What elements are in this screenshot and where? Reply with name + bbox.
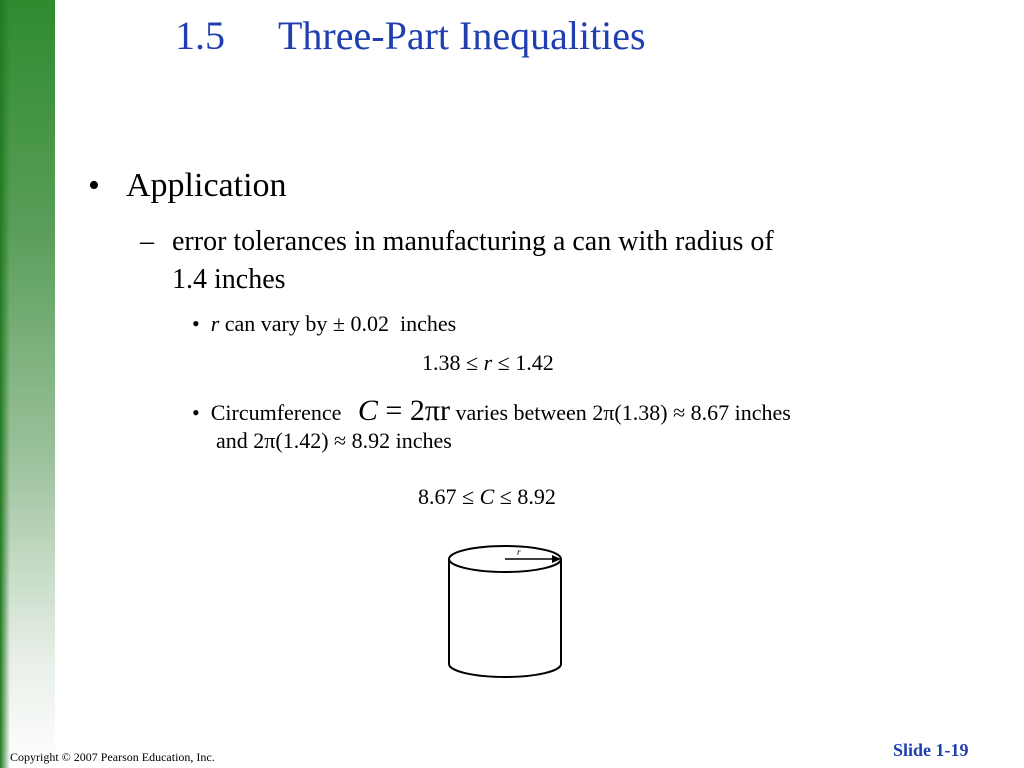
circumference-label: Circumference (210, 400, 342, 425)
inequality-c (418, 484, 556, 510)
sub-bullet-tolerances (140, 223, 920, 299)
sub-bullet-line1: error tolerances in manufacturing a can with radius of (172, 226, 774, 257)
section-number: 1.5 (175, 13, 225, 58)
ineq-var: r (483, 350, 493, 375)
formula-rest: = 2πr (385, 394, 450, 427)
tolerance-math: ± 0.02 (332, 311, 389, 336)
sub-bullet-line2: 1.4 inches (172, 264, 286, 295)
bullet-c-line2 (216, 428, 972, 454)
bullet-marker: • (192, 400, 200, 425)
cylinder-figure (446, 544, 571, 684)
slide-title (175, 12, 646, 59)
inequality-r (422, 350, 554, 376)
varies-text: varies between (455, 400, 587, 425)
ineq-left: 8.67 ≤ (418, 484, 475, 509)
cylinder-bottom (449, 664, 561, 677)
ineq-right: ≤ 8.92 (499, 484, 556, 509)
title-text: Three-Part Inequalities (278, 13, 646, 58)
dash-marker: – (140, 226, 154, 257)
expr2: 2π(1.42) ≈ 8.92 (253, 428, 391, 453)
bullet-r-variation (192, 311, 456, 337)
bullet-text: Application (126, 167, 287, 204)
expr1: 2π(1.38) ≈ 8.67 (592, 400, 730, 425)
copyright: Copyright © 2007 Pearson Education, Inc. (10, 750, 215, 764)
and-text: and (216, 428, 248, 453)
radius-label: r (517, 547, 521, 557)
sidebar-edge (0, 0, 10, 768)
bullet-application (88, 167, 287, 205)
formula-var: C (357, 394, 378, 427)
ineq-right: ≤ 1.42 (497, 350, 554, 375)
unit2: inches (395, 428, 452, 453)
formula (358, 394, 450, 427)
ineq-var: C (479, 484, 495, 509)
slide-number: Slide 1-19 (893, 740, 969, 760)
bullet-marker: • (192, 311, 200, 336)
var-r: r (210, 311, 220, 336)
sidebar-gradient (0, 0, 55, 768)
unit-inches: inches (399, 311, 457, 336)
ineq-left: 1.38 ≤ (422, 350, 479, 375)
bullet-r-text: can vary by (224, 311, 328, 336)
bullet-marker: • (88, 167, 100, 204)
unit1: inches (734, 400, 791, 425)
bullet-circumference (192, 394, 972, 454)
